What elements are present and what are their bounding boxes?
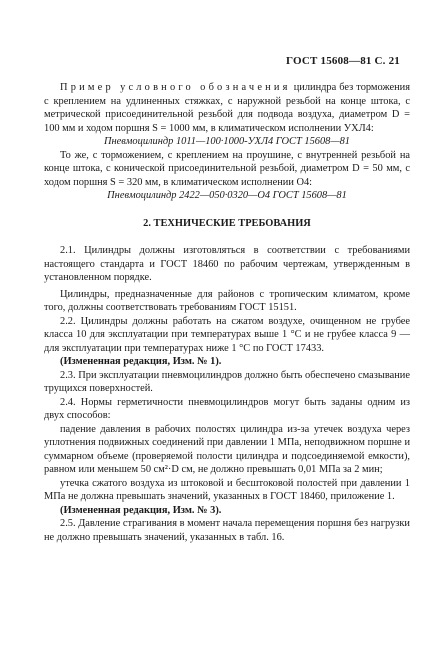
section-heading: 2. ТЕХНИЧЕСКИЕ ТРЕБОВАНИЯ bbox=[143, 217, 311, 229]
example-paragraph bbox=[44, 81, 410, 135]
clause-2-1: 2.1. Цилиндры должны изготовляться в соответствии с требованиями настоящего стандарта и ГОСТ 18460 по рабочим чертежам, утвержденным в установленном порядке. bbox=[44, 245, 410, 283]
amendment-note-3: (Измененная редакция, Изм. № 3). bbox=[60, 504, 222, 516]
page-header: ГОСТ 15608—81 С. 21 bbox=[286, 55, 400, 67]
designation-formula-2: Пневмоцилиндр 2422—050·0320—О4 ГОСТ 15608—81 bbox=[107, 190, 347, 201]
tropical-paragraph: Цилиндры, предназначенные для районов с тропическим климатом, кроме того, должны соответствовать требованиям ГОСТ 15151. bbox=[44, 288, 410, 313]
amendment-note-1: (Измененная редакция, Изм. № 1). bbox=[60, 356, 222, 367]
example-text: цилиндра без торможения с креплением на удлиненных стяжках, с наружной резьбой на конце штока, с метрической присоединительной резьбой для подвода воздуха, диаметром D = 100 мм и ходом поршня S = 1000 мм, в климатическом исполнении УХЛ4: bbox=[44, 82, 410, 134]
clause-2-2: 2.2. Цилиндры должны работать на сжатом воздухе, очищенном не грубее класса 10 для эксплуатации при температурах выше 1 °С и не грубее класса 9 — для эксплуатации при температурах ниже 1 °С по ГОСТ 17433. bbox=[44, 315, 410, 354]
document-body bbox=[44, 81, 410, 544]
same-paragraph: То же, с торможением, с креплением на проушине, с внутренней резьбой на конце штока, с конической присоединительной резьбой, диаметром D = 50 мм, с ходом поршня S = 320 мм, в климатическом исполнении О4: bbox=[44, 149, 410, 188]
designation-formula-1: Пневмоцилиндр 1011—100·1000-УХЛ4 ГОСТ 15608—81 bbox=[104, 136, 350, 147]
example-lead: Пример условного обозначения bbox=[60, 82, 291, 93]
pressure-drop-paragraph: падение давления в рабочих полостях цилиндра из-за утечек воздуха через уплотнения подвижных соединений при давлении 1 МПа, неподвижном поршне и суммарном объеме (проверяемой полости цилиндра и подсоединяемой емкости), равном или меньшем 50 см²·D см, не должно превышать 0,01 МПа за 2 мин; bbox=[44, 423, 410, 475]
air-leak-paragraph: утечка сжатого воздуха из штоковой и бесштоковой полостей при давлении 1 МПа не должна превышать значений, указанных в ГОСТ 18460, приложение 1. bbox=[44, 477, 410, 502]
clause-2-3: 2.3. При эксплуатации пневмоцилиндров должно быть обеспечено смазывание трущихся поверхностей. bbox=[44, 369, 410, 394]
clause-2-4: 2.4. Нормы герметичности пневмоцилиндров могут быть заданы одним из двух способов: bbox=[44, 396, 410, 421]
clause-2-5: 2.5. Давление страгивания в момент начала перемещения поршня без нагрузки не должно превышать значений, указанных в табл. 16. bbox=[44, 518, 410, 543]
